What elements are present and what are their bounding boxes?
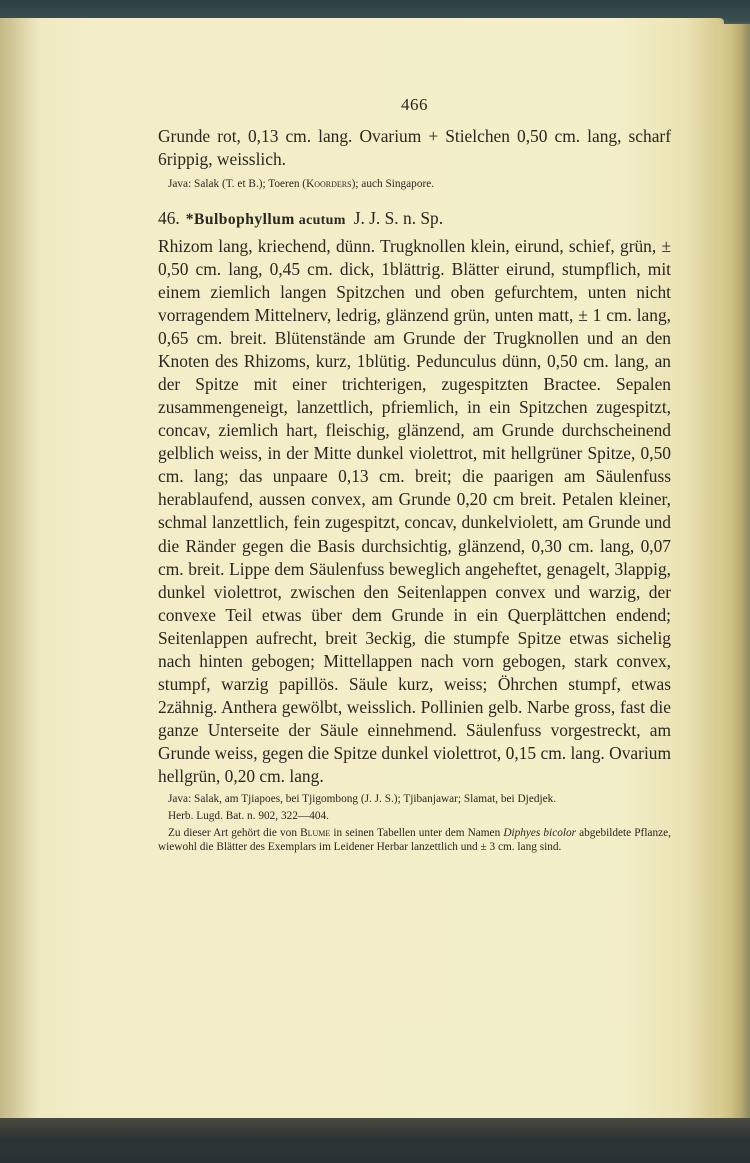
note-taxon-name: Diphyes bicolor [503, 826, 577, 839]
note-text-mid: in seinen Tabellen unter dem Namen [330, 826, 504, 839]
species-epithet: acutum [298, 212, 346, 228]
locality-prefix: Java: Salak (T. et B.); Toeren ( [168, 178, 307, 191]
note-text-start: Zu dieser Art gehört die von [168, 826, 301, 839]
note-author-blume: Blume [300, 826, 331, 839]
page-number: 466 [401, 95, 428, 114]
herbarium-reference: Herb. Lugd. Bat. n. 902, 322—404. [168, 809, 329, 822]
species-genus: Bulbophyllum [194, 210, 295, 228]
species-description: Rhizom lang, kriechend, dünn. Trugknollen klein, eirund, schief, grün, ± 0,50 cm. lang, 0,45 cm. dick, 1blättrig. Blätter eirund, stumpflich, mit einem ziemlich langen Spitzchen und oben gefurchtem, unten nicht vorragendem Mittelnerv, ledrig, glänzend grün, unten matt, ± 1 cm. lang, 0,65 cm. breit. Blütenstände am Grunde der Trugknollen und an den Knoten des Rhizoms, kurz, 1blütig. Pedunculus dünn, 0,50 cm. lang, an der Spitze mit einer trichterigen, zugespitzten Bractee. Sepalen zusammengeneigt, lanzettlich, pfriemlich, in ein Spitzchen zugespitzt, concav, ziemlich hart, fleischig, glänzend, am Grunde durchscheinend gelblich weiss, in der Mitte dunkel violettrot, mit hellgrüner Spitze, 0,50 cm. lang; das unpaare 0,13 cm. breit; die paarigen am Säulenfuss herablaufend, aussen convex, am Grunde 0,20 cm breit. Petalen kleiner, schmal lanzettlich, fein zugespitzt, concav, dunkelviolett, am Grunde und die Ränder gegen die Basis durchsichtig, glänzend, 0,30 cm. lang, 0,07 cm. breit. Lippe dem Säulenfuss beweglich angeheftet, genagelt, 3lappig, dunkel violettrot, zwischen den Seitenlappen convex und warzig, der convexe Teil etwas über dem Grunde in ein Querplättchen endend; Seitenlappen aufrecht, breit 3eckig, die stumpfe Spitze etwas sichelig nach hinten gebogen; Mittellappen nach vorn gebogen, stark convex, stumpf, warzig papillös. Säule kurz, weiss; Öhrchen stumpf, etwas 2zähnig. Anthera gewölbt, weisslich. Pollinien gelb. Narbe gross, fast die ganze Unterseite der Säule einnehmend. Säulenfuss vorgestreckt, am Grunde weiss, gegen die Spitze dunkel violettrot, 0,15 cm. lang. Ovarium hellgrün, 0,20 cm. lang. [158, 235, 671, 786]
species-heading [158, 207, 671, 232]
species-number: 46. [158, 207, 180, 228]
species-author: J. J. S. n. Sp. [353, 207, 444, 228]
note-text-end: abgebildete Pflanze, wiewohl die Blätter des Exemplars im Leidener Herbar lanzettlich und ± 3 cm. lang sind. [158, 826, 671, 854]
page-content [158, 95, 671, 855]
collector-name: Koorders [306, 178, 352, 191]
locality-paragraph: Java: Salak, am Tjiapoes, bei Tjigombong (J. J. S.); Tjibanjawar; Slamat, bei Djedjek. [168, 793, 557, 806]
taxonomic-note [158, 826, 671, 856]
locality-suffix: ); auch Singapore. [351, 178, 435, 191]
book-bottom-edge [0, 1118, 750, 1163]
species-marker: * [185, 210, 194, 228]
page-fore-edge [718, 24, 750, 1124]
continuation-paragraph: Grunde rot, 0,13 cm. lang. Ovarium + Stielchen 0,50 cm. lang, scharf 6rippig, weisslich. [158, 126, 671, 170]
continuation-locality [158, 177, 671, 192]
page-gutter [0, 18, 40, 1128]
